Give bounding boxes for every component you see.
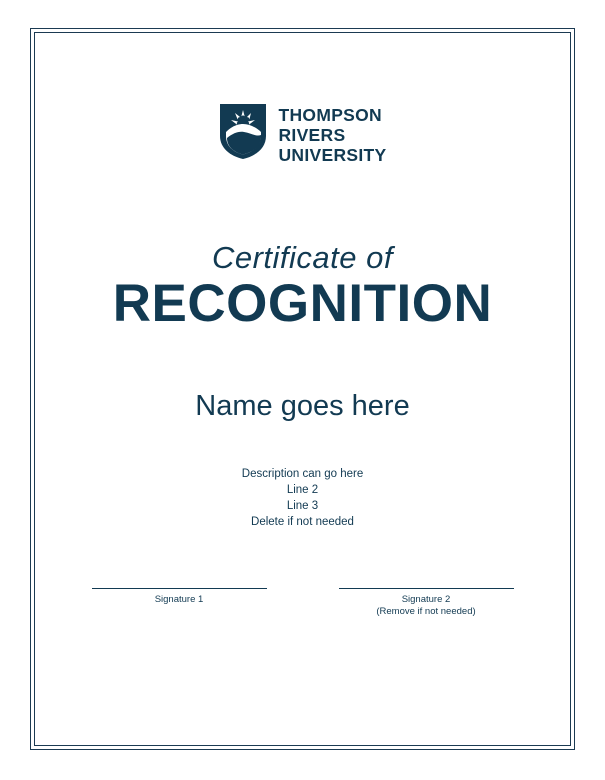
- signature-row: [34, 588, 571, 618]
- description-line-3: Line 3: [286, 500, 319, 512]
- signature-label-1: Signature 1: [154, 594, 204, 605]
- logo-line-1: THOMPSON: [278, 105, 382, 125]
- signature-line-2: [339, 588, 514, 589]
- description-block[interactable]: [34, 466, 571, 530]
- certificate-subtitle: Certificate of: [211, 240, 393, 275]
- logo-line-2: RIVERS: [278, 125, 346, 145]
- university-logo-wordmark: [278, 102, 386, 165]
- description-line-1: Description can go here: [241, 468, 364, 480]
- logo-line-3: UNIVERSITY: [278, 145, 387, 165]
- recipient-name-field[interactable]: Name goes here: [195, 390, 410, 422]
- signature-note-2: (Remove if not needed): [376, 606, 476, 617]
- signature-block-2: [339, 588, 514, 618]
- description-line-2: Line 2: [286, 484, 319, 496]
- signature-block-1: [92, 588, 267, 618]
- certificate-title: RECOGNITION: [112, 274, 493, 333]
- trw-shield-logo-icon: [218, 102, 268, 160]
- university-logo: [34, 102, 571, 165]
- signature-label-2: Signature 2: [401, 594, 451, 605]
- description-line-4: Delete if not needed: [251, 516, 354, 528]
- signature-line-1: [92, 588, 267, 589]
- certificate-content: [34, 32, 571, 746]
